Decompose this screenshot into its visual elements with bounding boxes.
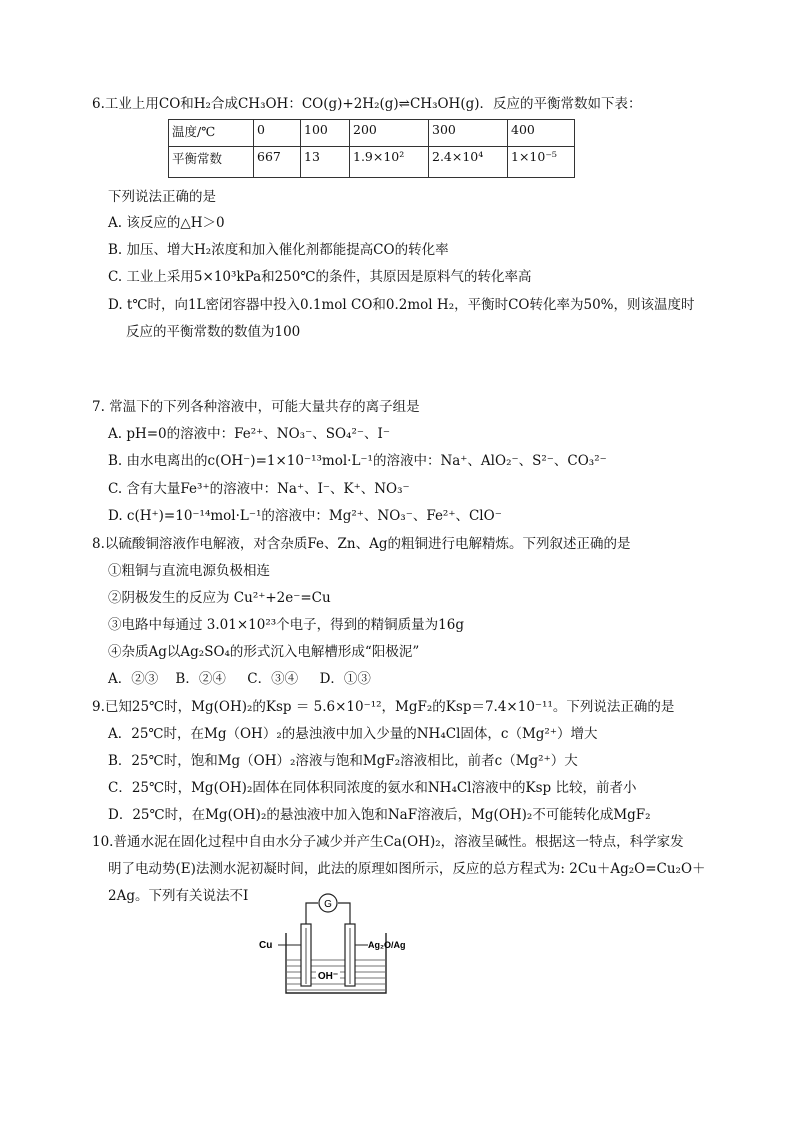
table-cell: 2.4×10⁴ <box>429 147 508 178</box>
q8-stem: 8.以硫酸铜溶液作电解液，对含杂质Fe、Zn、Ag的粗铜进行电解精炼。下列叙述正确的是 <box>92 536 631 552</box>
q6-option-a: A. 该反应的△H＞0 <box>108 215 225 231</box>
q6-option-c: C. 工业上采用5×10³kPa和250℃的条件，其原因是原料气的转化率高 <box>108 269 532 285</box>
table-row <box>169 120 575 147</box>
table-cell: 100 <box>301 120 350 147</box>
q6-prompt: 下列说法正确的是 <box>108 189 216 205</box>
q6-stem: 6.工业上用CO和H₂合成CH₃OH：CO(g)+2H₂(g)⇌CH₃OH(g)．反应的平衡常数如下表： <box>92 96 642 112</box>
q10-line-2: 明了电动势(E)法测水泥初凝时间，此法的原理如图所示，反应的总方程式为: 2Cu＋Ag₂O=Cu₂O＋ <box>108 861 706 877</box>
q6-option-b: B. 加压、增大H₂浓度和加入催化剂都能提高CO的转化率 <box>108 242 449 258</box>
q8-item-4: ④杂质Ag以Ag₂SO₄的形式沉入电解槽形成“阳极泥” <box>108 644 420 660</box>
right-electrode-label: Ag₂O/Ag <box>368 940 406 950</box>
q7-option-c: C. 含有大量Fe³⁺的溶液中：Na⁺、I⁻、K⁺、NO₃⁻ <box>108 481 410 497</box>
q9-option-b: B．25℃时，饱和Mg（OH）₂溶液与饱和MgF₂溶液相比，前者c（Mg²⁺）大 <box>108 753 578 769</box>
q7-option-d: D. c(H⁺)=10⁻¹⁴mol·L⁻¹的溶液中：Mg²⁺、NO₃⁻、Fe²⁺、ClO⁻ <box>108 508 502 524</box>
q9-option-c: C．25℃时，Mg(OH)₂固体在同体积同浓度的氨水和NH₄Cl溶液中的Ksp 比较，前者小 <box>108 780 637 796</box>
table-row <box>169 147 575 178</box>
q7-stem: 7. 常温下的下列各种溶液中，可能大量共存的离子组是 <box>92 399 420 415</box>
q6-option-d: D. t℃时，向1L密闭容器中投入0.1mol CO和0.2mol H₂，平衡时CO转化率为50%，则该温度时 <box>108 297 695 313</box>
electrochemical-cell-diagram <box>256 888 416 998</box>
left-electrode-label: Cu <box>259 940 273 951</box>
table-cell: 300 <box>429 120 508 147</box>
equilibrium-constant-table <box>168 119 575 178</box>
table-cell: 温度/℃ <box>169 120 254 147</box>
q10-line-1: 10.普通水泥在固化过程中自由水分子减少并产生Ca(OH)₂，溶液呈碱性。根据这一特点，科学家发 <box>92 834 684 850</box>
table-cell: 13 <box>301 147 350 178</box>
q8-item-1: ①粗铜与直流电源负极相连 <box>108 563 270 579</box>
q7-option-a: A. pH=0的溶液中：Fe²⁺、NO₃⁻、SO₄²⁻、I⁻ <box>108 426 390 442</box>
table-cell: 1.9×10² <box>350 147 429 178</box>
table-cell: 200 <box>350 120 429 147</box>
solution-label: OH⁻ <box>317 971 339 982</box>
q8-item-2: ②阴极发生的反应为 Cu²⁺+2e⁻=Cu <box>108 590 331 606</box>
table-cell: 0 <box>254 120 301 147</box>
q9-option-d: D．25℃时，在Mg(OH)₂的悬浊液中加入饱和NaF溶液后，Mg(OH)₂不可能转化成MgF₂ <box>108 807 651 823</box>
meter-label: G <box>324 899 332 910</box>
q7-option-b: B. 由水电离出的c(OH⁻)=1×10⁻¹³mol·L⁻¹的溶液中：Na⁺、AlO₂⁻、S²⁻、CO₃²⁻ <box>108 453 607 469</box>
q10-line-3: 2Ag。下列有关说法不I <box>108 888 249 904</box>
table-cell: 平衡常数 <box>169 147 254 178</box>
q9-stem: 9.已知25℃时，Mg(OH)₂的Ksp ＝ 5.6×10⁻¹²，MgF₂的Ksp＝7.4×10⁻¹¹。下列说法正确的是 <box>92 699 675 715</box>
table-cell: 1×10⁻⁵ <box>508 147 575 178</box>
q9-option-a: A．25℃时，在Mg（OH）₂的悬浊液中加入少量的NH₄Cl固体，c（Mg²⁺）增大 <box>108 726 598 742</box>
q6-option-d-cont: 反应的平衡常数的数值为100 <box>126 324 301 340</box>
q8-options: A．②③ B．②④ C．③④ D．①③ <box>108 671 371 687</box>
q8-item-3: ③电路中每通过 3.01×10²³个电子，得到的精铜质量为16g <box>108 617 464 633</box>
table-cell: 400 <box>508 120 575 147</box>
table-cell: 667 <box>254 147 301 178</box>
